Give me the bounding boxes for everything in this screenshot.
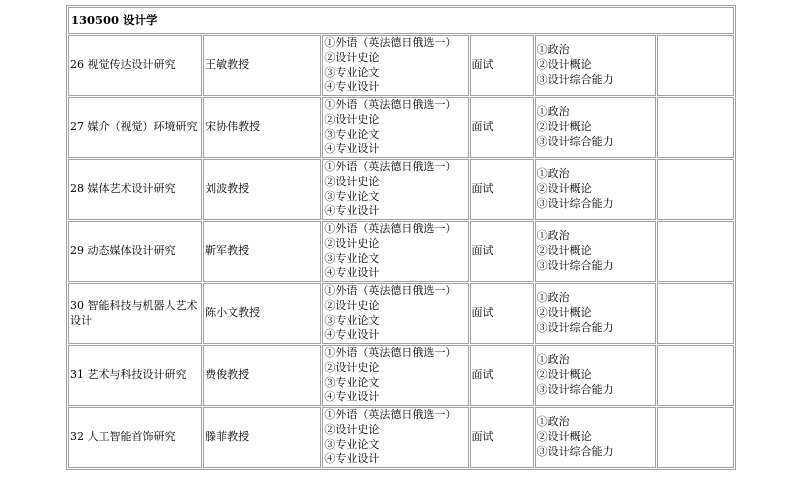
note-cell [657,97,734,158]
exam-subject-item: ④专业设计 [324,204,380,218]
note-cell [657,283,734,344]
research-direction-cell: 28 媒体艺术设计研究 [68,159,202,220]
research-direction-cell: 26 视觉传达设计研究 [68,35,202,96]
exam-subjects-cell [322,283,468,344]
retest-subject-item: ①政治 [536,353,570,367]
retest-subject-item: ③设计综合能力 [536,444,614,458]
exam-subject-item: ④专业设计 [324,390,380,404]
exam-subjects-cell [322,35,468,96]
exam-subject-item: ②设计史论 [324,298,380,312]
table-header-row [68,7,734,34]
exam-subject-item: ②设计史论 [324,236,380,250]
research-direction-cell: 32 人工智能首饰研究 [68,407,202,468]
note-cell [657,221,734,282]
retest-subject-item: ②设计概论 [536,244,592,258]
retest-subject-item: ③设计综合能力 [536,382,614,396]
retest-subject-item: ②设计概论 [536,368,592,382]
retest-subject-item: ②设计概论 [536,182,592,196]
table-row [68,345,734,406]
interview-cell: 面试 [470,221,534,282]
exam-subject-item: ①外语（英法德日俄选一） [324,346,457,360]
interview-cell: 面试 [470,159,534,220]
retest-subjects-cell [535,159,656,220]
interview-cell: 面试 [470,97,534,158]
exam-subject-item: ②设计史论 [324,174,380,188]
exam-subject-item: ①外语（英法德日俄选一） [324,160,457,174]
exam-subject-item: ③专业论文 [324,189,380,203]
research-direction-cell: 29 动态媒体设计研究 [68,221,202,282]
note-cell [657,345,734,406]
exam-subject-item: ②设计史论 [324,50,380,64]
section-title: 130500 设计学 [68,7,734,34]
supervisor-cell: 刘波教授 [203,159,321,220]
retest-subject-item: ③设计综合能力 [536,134,614,148]
retest-subject-item: ②设计概论 [536,120,592,134]
exam-subject-item: ④专业设计 [324,266,380,280]
table-row [68,97,734,158]
exam-subject-item: ④专业设计 [324,142,380,156]
exam-subject-item: ③专业论文 [324,65,380,79]
exam-subject-item: ①外语（英法德日俄选一） [324,284,457,298]
supervisor-cell: 陈小文教授 [203,283,321,344]
exam-subjects-cell [322,221,468,282]
table-row [68,35,734,96]
note-cell [657,407,734,468]
exam-subject-item: ③专业论文 [324,313,380,327]
catalog-sheet [66,5,736,470]
retest-subject-item: ③设计综合能力 [536,320,614,334]
note-cell [657,159,734,220]
supervisor-cell: 宋协伟教授 [203,97,321,158]
retest-subjects-cell [535,35,656,96]
retest-subject-item: ①政治 [536,167,570,181]
retest-subject-item: ①政治 [536,229,570,243]
retest-subjects-cell [535,407,656,468]
retest-subject-item: ②设计概论 [536,430,592,444]
table-row [68,221,734,282]
exam-subjects-cell [322,159,468,220]
research-direction-cell: 30 智能科技与机器人艺术设计 [68,283,202,344]
retest-subject-item: ③设计综合能力 [536,72,614,86]
research-direction-cell: 31 艺术与科技设计研究 [68,345,202,406]
retest-subject-item: ①政治 [536,291,570,305]
note-cell [657,35,734,96]
exam-subject-item: ①外语（英法德日俄选一） [324,222,457,236]
exam-subjects-cell [322,345,468,406]
interview-cell: 面试 [470,407,534,468]
interview-cell: 面试 [470,283,534,344]
interview-cell: 面试 [470,345,534,406]
exam-subject-item: ③专业论文 [324,127,380,141]
supervisor-cell: 费俊教授 [203,345,321,406]
exam-subject-item: ④专业设计 [324,328,380,342]
table-row [68,407,734,468]
exam-subject-item: ②设计史论 [324,422,380,436]
exam-subject-item: ③专业论文 [324,437,380,451]
retest-subjects-cell [535,221,656,282]
supervisor-cell: 滕菲教授 [203,407,321,468]
exam-subject-item: ③专业论文 [324,251,380,265]
exam-subject-item: ①外语（英法德日俄选一） [324,408,457,422]
retest-subject-item: ①政治 [536,43,570,57]
retest-subjects-cell [535,97,656,158]
research-direction-cell: 27 媒介（视觉）环境研究 [68,97,202,158]
retest-subject-item: ③设计综合能力 [536,196,614,210]
exam-subject-item: ④专业设计 [324,80,380,94]
exam-subject-item: ③专业论文 [324,375,380,389]
interview-cell: 面试 [470,35,534,96]
exam-subject-item: ①外语（英法德日俄选一） [324,36,457,50]
retest-subject-item: ②设计概论 [536,306,592,320]
retest-subject-item: ①政治 [536,415,570,429]
exam-subject-item: ②设计史论 [324,112,380,126]
supervisor-cell: 王敏教授 [203,35,321,96]
retest-subjects-cell [535,283,656,344]
retest-subject-item: ③设计综合能力 [536,258,614,272]
retest-subject-item: ①政治 [536,105,570,119]
exam-subject-item: ④专业设计 [324,452,380,466]
retest-subjects-cell [535,345,656,406]
exam-subjects-cell [322,97,468,158]
exam-subject-item: ②设计史论 [324,360,380,374]
table-row [68,283,734,344]
retest-subject-item: ②设计概论 [536,58,592,72]
program-table [66,5,736,470]
exam-subjects-cell [322,407,468,468]
table-row [68,159,734,220]
exam-subject-item: ①外语（英法德日俄选一） [324,98,457,112]
supervisor-cell: 靳军教授 [203,221,321,282]
